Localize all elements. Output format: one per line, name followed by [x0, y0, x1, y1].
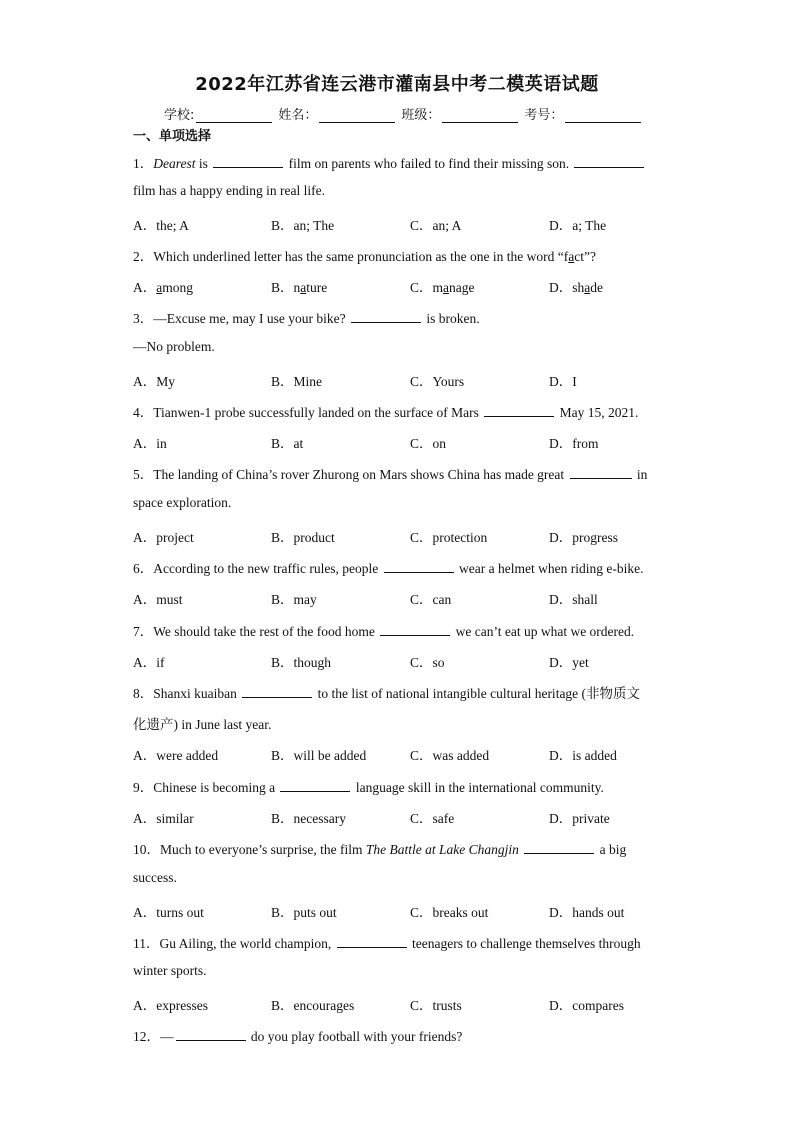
exam-no-label: 考号： [524, 108, 564, 123]
option-d[interactable]: D．compares [549, 998, 624, 1013]
answer-blank[interactable] [280, 780, 350, 792]
question-9: 9．Chinese is becoming a language skill in the international community. [133, 780, 604, 795]
answer-blank[interactable] [176, 1029, 246, 1041]
option-d[interactable]: D．a; The [549, 218, 607, 233]
option-b[interactable]: B．an; The [271, 218, 335, 233]
answer-blank[interactable] [484, 405, 554, 417]
question-5-cont: space exploration. [133, 495, 232, 510]
option-a[interactable]: A．in [133, 436, 167, 451]
question-6: 6．According to the new traffic rules, people wear a helmet when riding e-bike. [133, 561, 644, 576]
option-c[interactable]: C．an; A [410, 218, 462, 233]
page-title: 2022年江苏省连云港市灌南县中考二模英语试题 [195, 74, 599, 95]
question-1: 1．Dearest is film on parents who failed to find their missing son. [133, 152, 646, 172]
question-1-cont: film has a happy ending in real life. [133, 183, 325, 198]
option-c[interactable]: C．safe [410, 811, 455, 826]
option-b[interactable]: B．encourages [271, 998, 355, 1013]
option-b[interactable]: B．though [271, 655, 332, 670]
option-a[interactable]: A．were added [133, 748, 219, 763]
option-a[interactable]: A．among [133, 280, 194, 295]
question-4: 4．Tianwen-1 probe successfully landed on the surface of Mars May 15, 2021. [133, 405, 639, 420]
exam-no-field[interactable] [524, 104, 641, 123]
option-d[interactable]: D．shall [549, 592, 598, 607]
name-label: 姓名： [278, 108, 318, 123]
class-blank[interactable] [442, 108, 518, 123]
question-11-cont: winter sports. [133, 963, 207, 978]
question-6-options [133, 588, 693, 606]
question-7: 7．We should take the rest of the food home we can’t eat up what we ordered. [133, 624, 635, 639]
question-4-options [133, 432, 693, 450]
name-field[interactable] [278, 104, 395, 123]
question-5-options [133, 526, 693, 544]
option-d[interactable]: D．progress [549, 530, 618, 545]
option-d[interactable]: D．yet [549, 655, 589, 670]
option-a[interactable]: A．must [133, 592, 183, 607]
option-d[interactable]: D．shade [549, 280, 604, 295]
question-12: 12．— do you play football with your friends? [133, 1029, 463, 1044]
option-a[interactable]: A．expresses [133, 998, 208, 1013]
section-title: 一、单项选择 [133, 129, 212, 144]
option-c[interactable]: C．breaks out [410, 905, 489, 920]
option-c[interactable]: C．trusts [410, 998, 462, 1013]
option-c[interactable]: C．was added [410, 748, 490, 763]
option-d[interactable]: D．I [549, 374, 577, 389]
question-1-options [133, 214, 693, 232]
option-a[interactable]: A．similar [133, 811, 194, 826]
question-2: 2．Which underlined letter has the same pronunciation as the one in the word “fact”? [133, 249, 596, 264]
option-c[interactable]: C．Yours [410, 374, 465, 389]
question-3: 3．—Excuse me, may I use your bike? is broken. [133, 311, 480, 326]
answer-blank[interactable] [384, 561, 454, 573]
option-b[interactable]: B．may [271, 592, 317, 607]
option-b[interactable]: B．puts out [271, 905, 337, 920]
answer-blank[interactable] [524, 842, 594, 854]
class-label: 班级： [401, 108, 441, 123]
question-10: 10．Much to everyone’s surprise, the film The Battle at Lake Changjin a big [133, 842, 627, 857]
answer-blank[interactable] [351, 311, 421, 323]
school-label: 学校: [164, 108, 195, 123]
option-d[interactable]: D．is added [549, 748, 617, 763]
question-3-options [133, 370, 693, 388]
class-field[interactable] [401, 104, 518, 123]
question-5: 5．The landing of China’s rover Zhurong on Mars shows China has made great in [133, 467, 648, 482]
school-field[interactable] [164, 104, 272, 123]
question-2-options [133, 276, 693, 294]
option-a[interactable]: A．if [133, 655, 165, 670]
option-c[interactable]: C．on [410, 436, 447, 451]
option-b[interactable]: B．nature [271, 280, 328, 295]
question-8-cont: 化遗产) in June last year. [133, 717, 272, 732]
answer-blank[interactable] [380, 624, 450, 636]
option-a[interactable]: A．project [133, 530, 194, 545]
answer-blank[interactable] [337, 936, 407, 948]
answer-blank[interactable] [213, 156, 283, 168]
option-d[interactable]: D．hands out [549, 905, 625, 920]
option-a[interactable]: A．the; A [133, 218, 189, 233]
student-info-row [164, 104, 647, 123]
exam-no-blank[interactable] [565, 108, 641, 123]
question-10-options [133, 901, 693, 919]
option-c[interactable]: C．manage [410, 280, 475, 295]
question-8-options [133, 744, 693, 762]
question-7-options [133, 651, 693, 669]
option-a[interactable]: A．turns out [133, 905, 204, 920]
question-10-cont: success. [133, 870, 177, 885]
answer-blank[interactable] [570, 467, 632, 479]
option-b[interactable]: B．at [271, 436, 304, 451]
question-11: 11．Gu Ailing, the world champion, teenagers to challenge themselves through [133, 936, 641, 951]
option-c[interactable]: C．so [410, 655, 445, 670]
option-b[interactable]: B．Mine [271, 374, 323, 389]
question-8: 8．Shanxi kuaiban to the list of national intangible cultural heritage (非物质文 [133, 686, 641, 701]
school-blank[interactable] [196, 108, 272, 123]
question-9-options [133, 807, 693, 825]
option-c[interactable]: C．protection [410, 530, 488, 545]
answer-blank[interactable] [574, 156, 644, 168]
option-d[interactable]: D．from [549, 436, 599, 451]
name-blank[interactable] [319, 108, 395, 123]
option-b[interactable]: B．will be added [271, 748, 367, 763]
option-a[interactable]: A．My [133, 374, 176, 389]
question-11-options [133, 994, 693, 1012]
option-b[interactable]: B．necessary [271, 811, 346, 826]
question-3-cont: —No problem. [133, 339, 215, 354]
answer-blank[interactable] [242, 686, 312, 698]
option-b[interactable]: B．product [271, 530, 335, 545]
option-c[interactable]: C．can [410, 592, 452, 607]
option-d[interactable]: D．private [549, 811, 610, 826]
